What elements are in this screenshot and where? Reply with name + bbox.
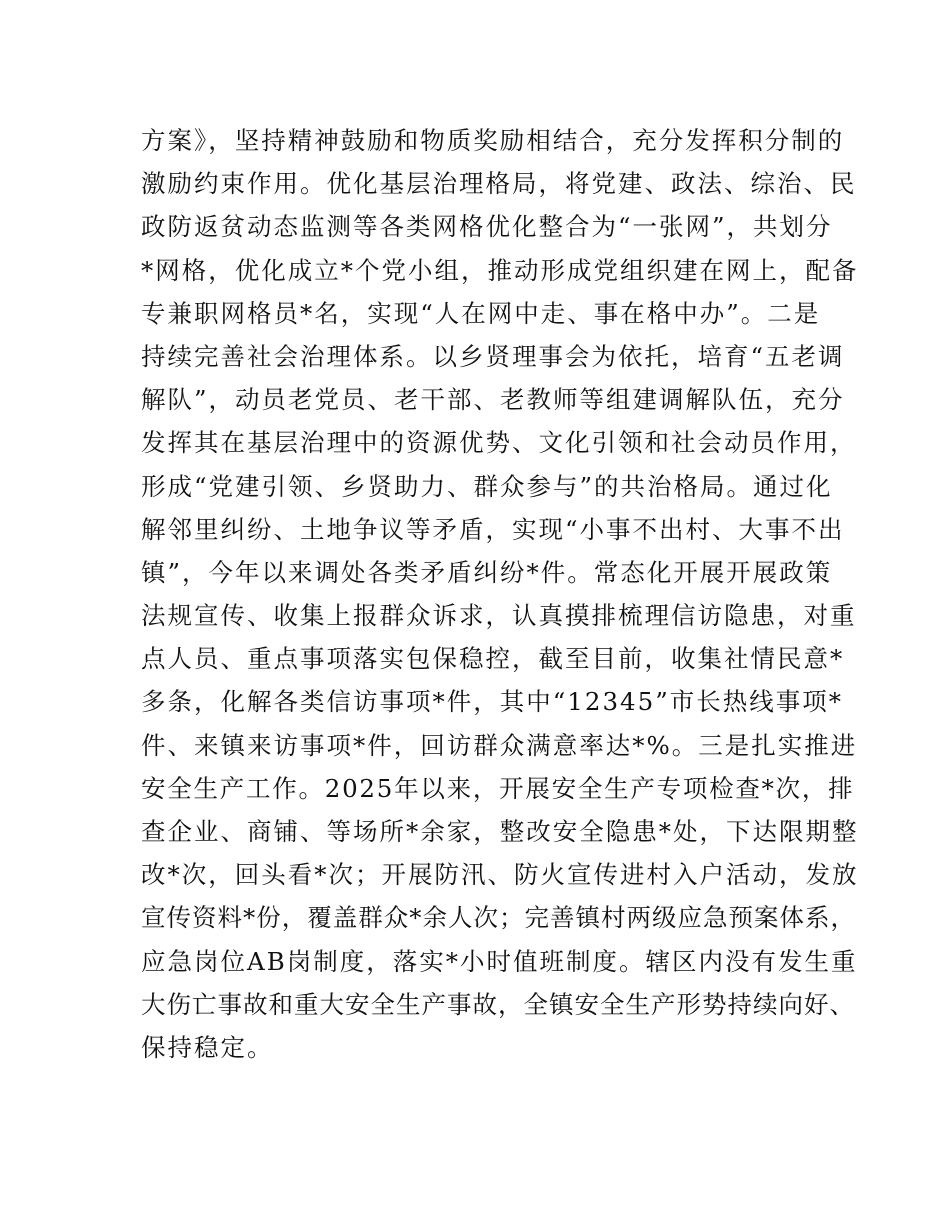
text-line: 镇”，今年以来调处各类矛盾纠纷*件。常态化开展开展政策 (141, 557, 833, 587)
text-line: 专兼职网格员*名，实现“人在网中走、事在格中办”。二是 (141, 298, 821, 328)
text-line: 政防返贫动态监测等各类网格优化整合为“一张网”，共划分 (141, 212, 833, 242)
text-line: 发挥其在基层治理中的资源优势、文化引领和社会动员作用， (141, 428, 857, 458)
text-line: 解邻里纠纷、土地争议等矛盾，实现“小事不出村、大事不出 (141, 514, 845, 544)
text-line: 形成“党建引领、乡贤助力、群众参与”的共治格局。通过化 (141, 471, 833, 501)
text-line: 宣传资料*份，覆盖群众*余人次；完善镇村两级应急预案体系， (141, 903, 856, 933)
text-line: 持续完善社会治理体系。以乡贤理事会为依托，培育“五老调 (141, 341, 845, 371)
text-line: 方案》，坚持精神鼓励和物质奖励相结合，充分发挥积分制的 (141, 126, 845, 155)
text-line: 件、来镇来访事项*件，回访群众满意率达*%。三是扎实推进 (141, 730, 858, 760)
body-paragraph (141, 119, 859, 1069)
text-line: 保持稳定。 (141, 1032, 274, 1062)
text-line: 安全生产工作。2025年以来，开展安全生产专项检查*次，排 (141, 773, 855, 803)
text-line: 查企业、商铺、等场所*余家，整改安全隐患*处，下达限期整 (141, 817, 859, 846)
text-line: 点人员、重点事项落实包保稳控，截至目前，收集社情民意* (141, 644, 845, 674)
text-line: 法规宣传、收集上报群众诉求，认真摸排梳理信访隐患，对重 (141, 601, 857, 631)
text-line: 大伤亡事故和重大安全生产事故，全镇安全生产形势持续向好、 (141, 989, 855, 1019)
text-line: 应急岗位AB岗制度，落实*小时值班制度。辖区内没有发生重 (141, 946, 858, 976)
text-line: 激励约束作用。优化基层治理格局，将党建、政法、综治、民 (141, 169, 857, 199)
text-line: 改*次，回头看*次；开展防汛、防火宣传进村入户活动，发放 (141, 860, 859, 890)
text-line: *网格，优化成立*个党小组，推动形成党组织建在网上，配备 (141, 255, 859, 285)
text-line: 多条，化解各类信访事项*件，其中“12345”市长热线事项* (141, 687, 843, 717)
text-line: 解队”，动员老党员、老干部、老教师等组建调解队伍，充分 (141, 385, 845, 415)
